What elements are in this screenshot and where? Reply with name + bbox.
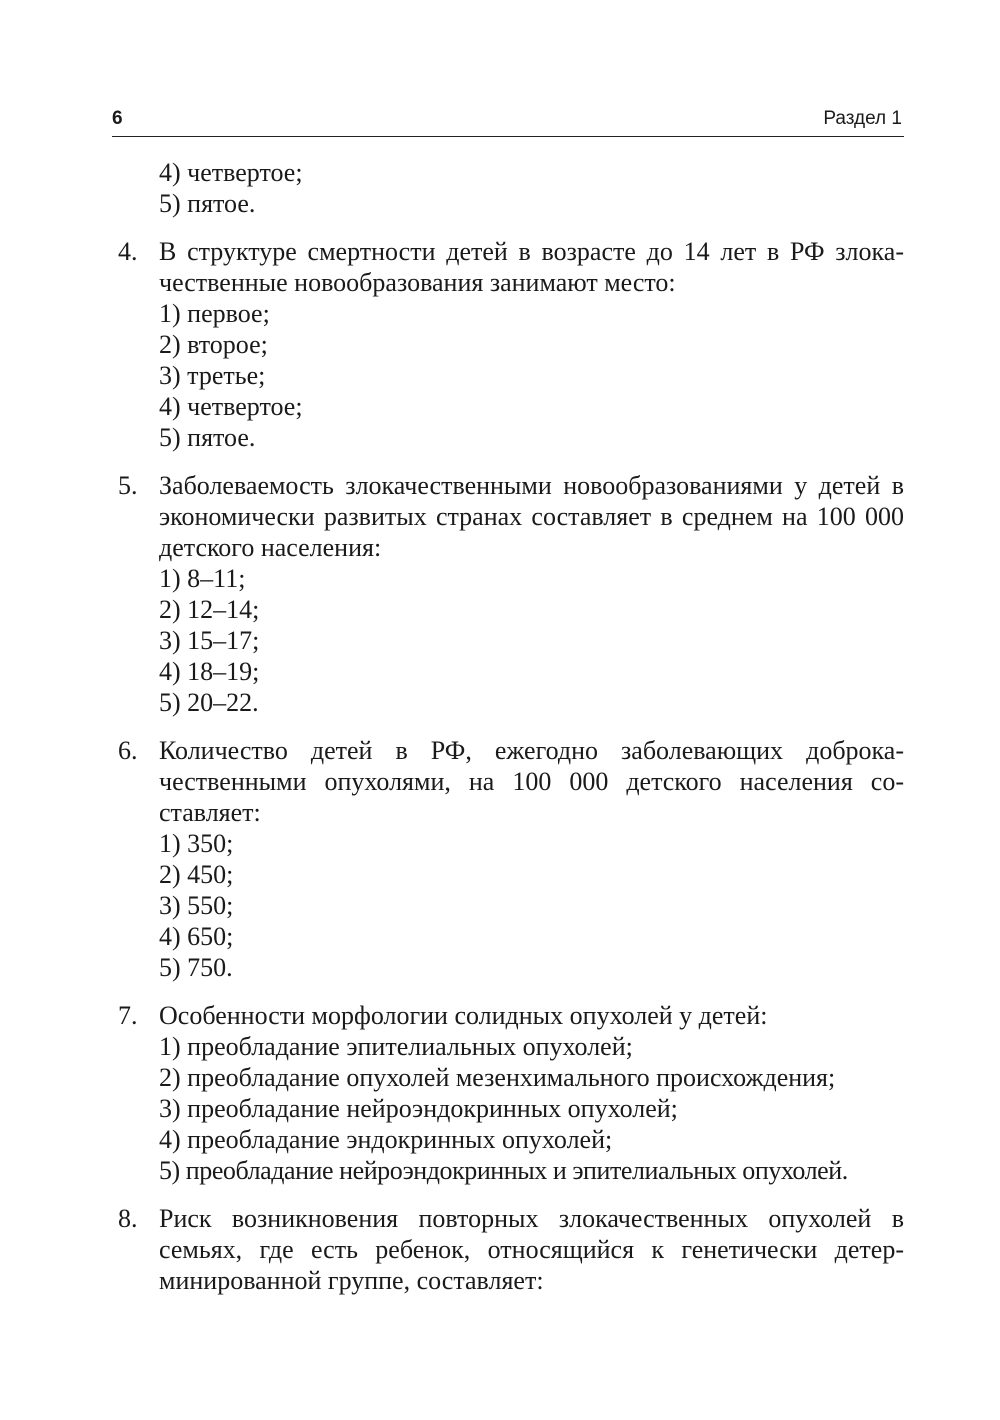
- continued-options: [118, 157, 904, 219]
- answer-option: 3) третье;: [159, 361, 266, 390]
- answer-option: 4) 18–19;: [159, 657, 260, 686]
- answer-option: 1) преобладание эпителиальных опухолей;: [159, 1032, 633, 1061]
- answer-option: 5) 20–22.: [159, 688, 259, 717]
- question-text: Особенности морфологии солидных опухолей у детей:: [159, 1001, 768, 1030]
- question-text: Количество детей в РФ, ежегодно заболевающих доброкачественными опухолями, на 100 000 детского населения составляет:: [159, 736, 904, 827]
- answer-option: 4) четвертое;: [159, 392, 303, 421]
- question-8: [118, 1203, 904, 1296]
- answer-option: 2) 450;: [159, 860, 234, 889]
- question-7: [118, 1000, 904, 1186]
- question-number: 8.: [118, 1204, 138, 1233]
- answer-option: 1) первое;: [159, 299, 270, 328]
- answer-option: 1) 350;: [159, 829, 234, 858]
- question-5: [118, 470, 904, 718]
- question-4: [118, 236, 904, 453]
- answer-option: 5) 750.: [159, 953, 233, 982]
- answer-option: 4) 650;: [159, 922, 234, 951]
- answer-option: 3) преобладание нейроэндокринных опухолей;: [159, 1094, 678, 1123]
- answer-option: 3) 550;: [159, 891, 234, 920]
- answer-option: 5) пятое.: [159, 423, 256, 452]
- answer-option: 5) преобладание нейроэндокринных и эпителиальных опухолей.: [159, 1156, 848, 1185]
- answer-option: 1) 8–11;: [159, 564, 246, 593]
- answer-option: 2) второе;: [159, 330, 268, 359]
- question-number: 5.: [118, 471, 138, 500]
- answer-option: 4) четвертое;: [159, 158, 303, 187]
- answer-option: 2) преобладание опухолей мезенхимального происхождения;: [159, 1063, 836, 1092]
- question-text: В структуре смертности детей в возрасте до 14 лет в РФ злокачественные новообразования занимают место:: [159, 237, 904, 297]
- question-number: 7.: [118, 1001, 138, 1030]
- answer-option: 3) 15–17;: [159, 626, 260, 655]
- question-text: Риск возникновения повторных злокачественных опухолей в семьях, где есть ребенок, относящийся к генетически детерминированной группе, составляет:: [159, 1204, 904, 1295]
- page-number: 6: [112, 108, 123, 129]
- page-content: [118, 157, 904, 1296]
- answer-option: 5) пятое.: [159, 189, 256, 218]
- question-text: Заболеваемость злокачественными новообразованиями у детей в экономически развитых странах составляет в среднем на 100 000 детского населения:: [159, 471, 904, 562]
- answer-option: 4) преобладание эндокринных опухолей;: [159, 1125, 613, 1154]
- question-6: [118, 735, 904, 983]
- section-label: Раздел 1: [823, 108, 902, 129]
- question-number: 4.: [118, 237, 138, 266]
- question-number: 6.: [118, 736, 138, 765]
- running-header: [112, 106, 904, 137]
- answer-option: 2) 12–14;: [159, 595, 260, 624]
